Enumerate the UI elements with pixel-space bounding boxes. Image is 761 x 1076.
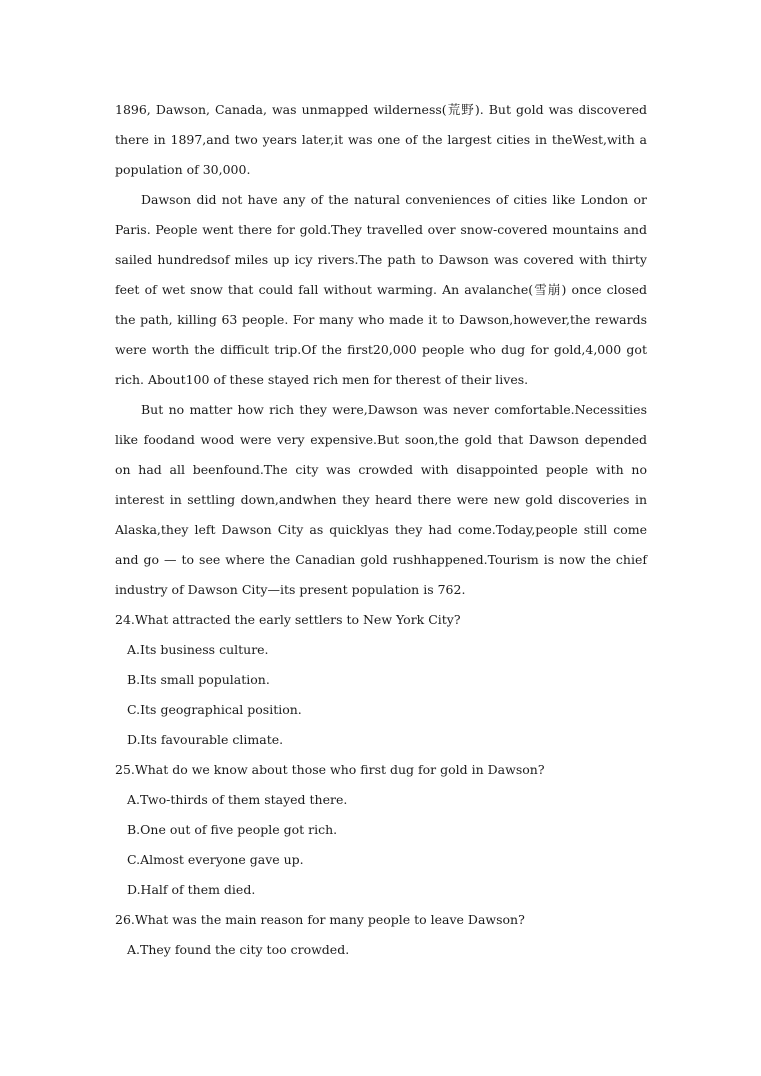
passage-paragraph-2: Dawson did not have any of the natural conveniences of cities like London or Paris. People went there for gold.They travelled over snow-covered mountains and sailed hundredsof miles up icy rivers.The path to Dawson was covered with thirty feet of wet snow that could fall without warming. An avalanche(雪崩) once closed the path, killing 63 people. For many who made it to Dawson,however,the rewards were worth the difficult trip.Of the first20,000 people who dug for gold,4,000 got rich. About100 of these stayed rich men for therest of their lives. xyxy=(115,192,647,387)
option-a: A.They found the city too crowded. xyxy=(127,942,350,957)
passage-paragraph-3: But no matter how rich they were,Dawson was never comfortable.Necessities like foodand wood were very expensive.But soon,the gold that Dawson depended on had all beenfound.The city was crowded with disappointed people with no interest in settling down,andwhen they heard there were new gold discoveries in Alaska,they left Dawson City as quicklyas they had come.Today,people still come and go — to see where the Canadian gold rushhappened.Tourism is now the chief industry of Dawson City—its present population is 762. xyxy=(115,402,647,597)
option-b: B.One out of five people got rich. xyxy=(127,822,338,837)
reading-passage xyxy=(115,95,647,605)
question-24 xyxy=(115,605,647,755)
question-stem: 26.What was the main reason for many people to leave Dawson? xyxy=(115,912,525,927)
option-c: C.Almost everyone gave up. xyxy=(127,852,304,867)
document-page xyxy=(115,95,647,965)
question-26 xyxy=(115,905,647,965)
option-a: A.Two-thirds of them stayed there. xyxy=(127,792,348,807)
question-stem: 24.What attracted the early settlers to New York City? xyxy=(115,612,461,627)
passage-paragraph-1: 1896, Dawson, Canada, was unmapped wilderness(荒野). But gold was discovered there in 1897,and two years later,it was one of the largest cities in theWest,with a population of 30,000. xyxy=(115,102,647,177)
question-stem: 25.What do we know about those who first dug for gold in Dawson? xyxy=(115,762,545,777)
option-a: A.Its business culture. xyxy=(127,642,269,657)
option-c: C.Its geographical position. xyxy=(127,702,302,717)
option-d: D.Half of them died. xyxy=(127,882,256,897)
option-d: D.Its favourable climate. xyxy=(127,732,284,747)
question-25 xyxy=(115,755,647,905)
option-b: B.Its small population. xyxy=(127,672,270,687)
